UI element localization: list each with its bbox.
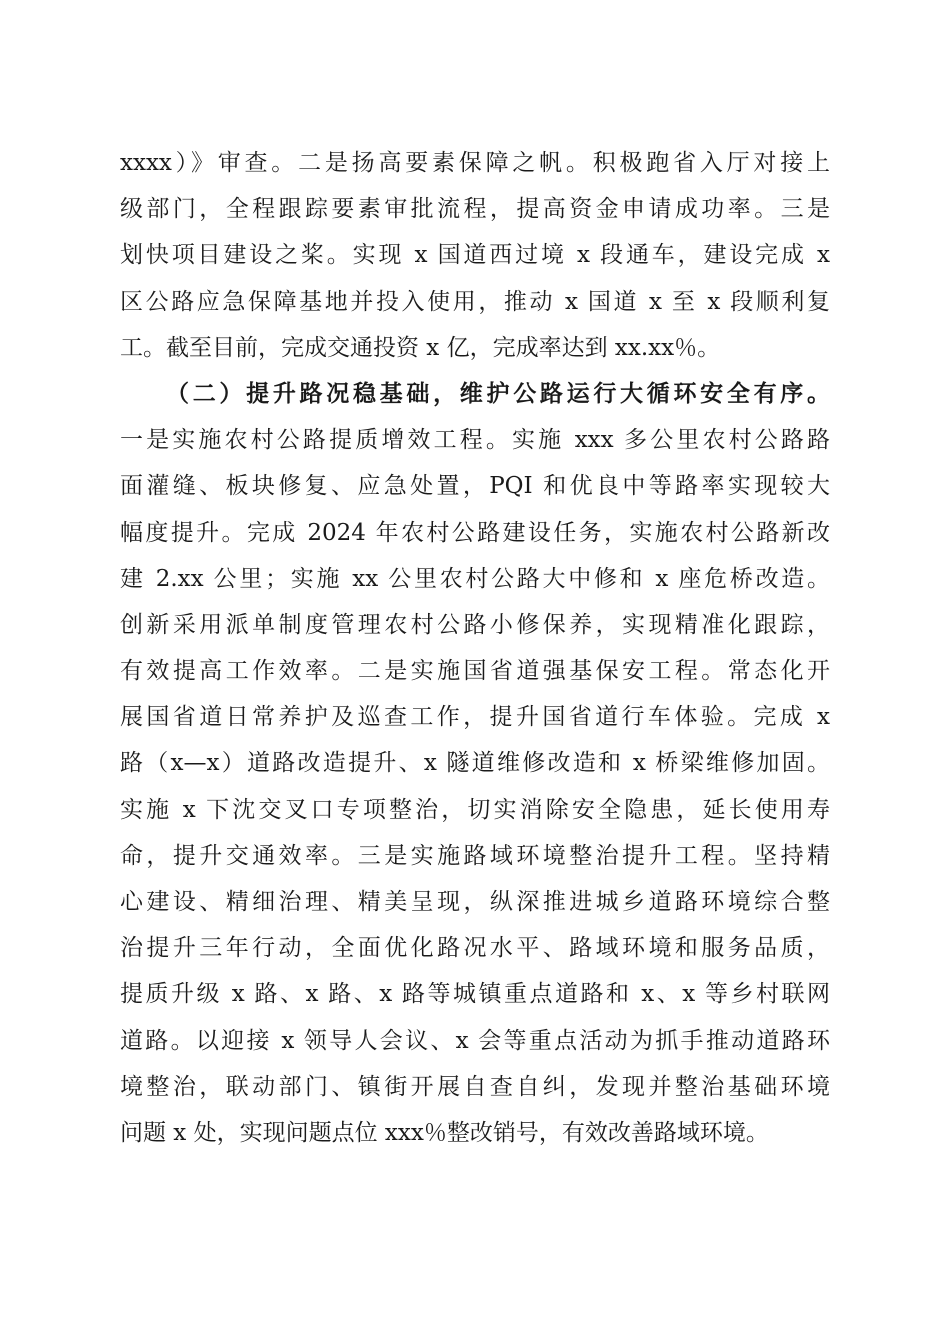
- text-line: 区公路应急保障基地并投入使用，推动 x 国道 x 至 x 段顺利复: [120, 288, 830, 315]
- text-line: 划快项目建设之桨。实现 x 国道西过境 x 段通车，建设完成 x: [120, 242, 830, 269]
- text-line: 实施 x 下沈交叉口专项整治，切实消除安全隐患，延长使用寿: [120, 796, 830, 823]
- text-line: 有效提高工作效率。二是实施国省道强基保安工程。常态化开: [120, 658, 830, 685]
- text-line: 境整治，联动部门、镇街开展自查自纠，发现并整治基础环境: [120, 1073, 830, 1100]
- text-line: 创新采用派单制度管理农村公路小修保养，实现精准化跟踪，: [120, 611, 830, 638]
- text-line: 治提升三年行动，全面优化路况水平、路域环境和服务品质，: [120, 935, 830, 962]
- text-line: 幅度提升。完成 2024 年农村公路建设任务，实施农村公路新改: [120, 519, 830, 546]
- text-line: 命，提升交通效率。三是实施路域环境整治提升工程。坚持精: [120, 842, 830, 869]
- text-line: 路（x—x）道路改造提升、x 隧道维修改造和 x 桥梁维修加固。: [120, 750, 830, 777]
- text-line: 展国省道日常养护及巡查工作，提升国省道行车体验。完成 x: [120, 704, 830, 731]
- body-text: [120, 140, 830, 1156]
- text-line: 级部门，全程跟踪要素审批流程，提高资金申请成功率。三是: [120, 196, 830, 223]
- text-line: 一是实施农村公路提质增效工程。实施 xxx 多公里农村公路路: [120, 427, 830, 454]
- section-heading: （二）提升路况稳基础，维护公路运行大循环安全有序。: [166, 379, 830, 407]
- text-line: 建 2.xx 公里；实施 xx 公里农村公路大中修和 x 座危桥改造。: [120, 565, 830, 592]
- text-line: 提质升级 x 路、x 路、x 路等城镇重点道路和 x、x 等乡村联网: [120, 981, 830, 1008]
- text-line: 面灌缝、板块修复、应急处置，PQI 和优良中等路率实现较大: [120, 473, 830, 500]
- text-line: 心建设、精细治理、精美呈现，纵深推进城乡道路环境综合整: [120, 889, 830, 915]
- paragraph-end-line: 工。截至目前，完成交通投资 x 亿，完成率达到 xx.xx％。: [120, 334, 721, 361]
- text-line: 道路。以迎接 x 领导人会议、x 会等重点活动为抓手推动道路环: [120, 1027, 830, 1054]
- text-line: xxxx）》审查。二是扬高要素保障之帆。积极跑省入厅对接上: [120, 150, 830, 176]
- paragraph-end-line: 问题 x 处，实现问题点位 xxx％整改销号，有效改善路域环境。: [120, 1119, 769, 1146]
